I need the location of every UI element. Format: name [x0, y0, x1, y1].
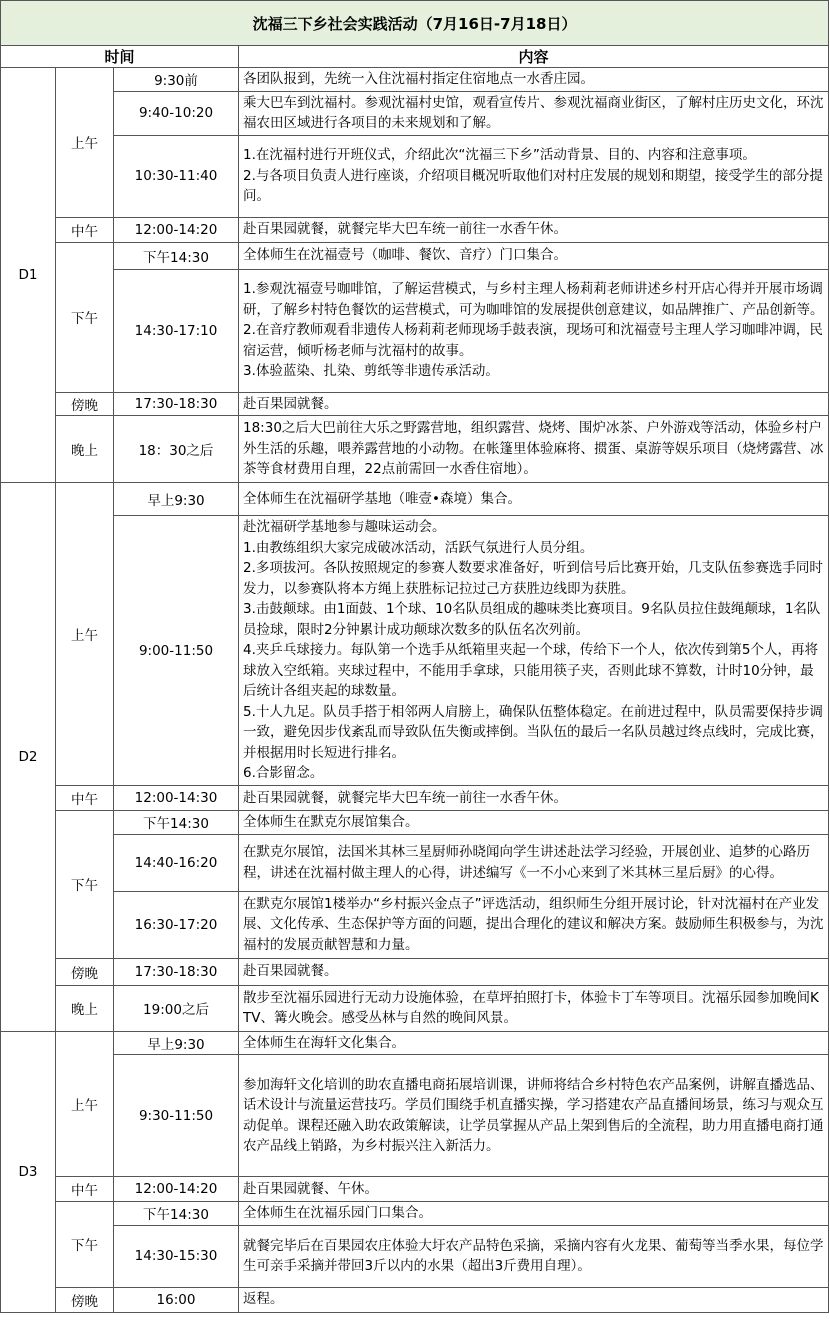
time-cell: 9:00-11:50 — [114, 516, 239, 786]
time-cell: 17:30-18:30 — [114, 392, 239, 416]
schedule-row — [1, 985, 829, 1031]
content-cell — [239, 135, 829, 217]
period-label: 傍晚 — [56, 958, 114, 985]
content-line: 赴百果园就餐。 — [243, 963, 338, 980]
content-line: 参加海轩文化培训的助农直播电商拓展培训课，讲师将结合乡村特色农产品案例，讲解直播选品、话术设计与流量运营技巧。学员们围绕手机直播实操，学习搭建农产品直播间场景，练习与观众互动促单。课程还融入助农政策解读，让学员掌握从产品上架到售后的全流程，助力用直播电商打通农产品线上销路，为乡村振兴注入新活力。 — [243, 1076, 824, 1154]
time-cell: 16:30-17:20 — [114, 891, 239, 958]
time-cell: 16:00 — [114, 1287, 239, 1312]
content-cell — [239, 985, 829, 1031]
content-cell — [239, 786, 829, 811]
content-cell — [239, 834, 829, 891]
schedule-row — [1, 416, 829, 483]
schedule-row — [1, 834, 829, 891]
content-line: 1.参观沈福壹号咖啡馆，了解运营模式，与乡村主理人杨莉莉老师讲述乡村开店心得并开展市场调研，了解乡村特色餐饮的运营模式，可为咖啡馆的发展提供创意建议，如品牌推广、产品创新等。 — [243, 281, 824, 318]
period-label: 下午 — [56, 242, 114, 392]
content-cell — [239, 1225, 829, 1287]
time-cell: 9:30前 — [114, 68, 239, 92]
schedule-row — [1, 91, 829, 135]
content-line: 各团队报到，先统一入住沈福村指定住宿地点一水香庄园。 — [243, 71, 594, 87]
time-cell: 早上9:30 — [114, 1031, 239, 1055]
time-cell: 10:30-11:40 — [114, 135, 239, 217]
time-cell: 12:00-14:20 — [114, 1177, 239, 1202]
time-cell: 14:40-16:20 — [114, 834, 239, 891]
time-cell: 19:00之后 — [114, 985, 239, 1031]
schedule-row — [1, 516, 829, 786]
schedule-row — [1, 242, 829, 269]
period-label: 晚上 — [56, 416, 114, 483]
content-cell — [239, 811, 829, 835]
content-cell — [239, 269, 829, 392]
content-cell — [239, 68, 829, 92]
period-label: 中午 — [56, 786, 114, 811]
schedule-row — [1, 269, 829, 392]
content-line: 在默克尔展馆，法国米其林三星厨师孙晓闻向学生讲述赴法学习经验，开展创业、追梦的心路历程，讲述在沈福村做主理人的心得，讲述编写《一不小心来到了米其林三星后厨》的心得。 — [243, 844, 810, 881]
content-line: 1.在沈福村进行开班仪式，介绍此次“沈福三下乡”活动背景、目的、内容和注意事项。 — [243, 147, 756, 164]
content-line: 赴百果园就餐，就餐完毕大巴车统一前往一水香午休。 — [243, 789, 567, 806]
content-line: 全体师生在沈福研学基地（唯壹•森境）集合。 — [243, 490, 521, 507]
content-cell — [239, 1287, 829, 1312]
time-cell: 早上9:30 — [114, 483, 239, 516]
content-line: 18:30之后大巴前往大乐之野露营地，组织露营、烧烤、围炉冰茶、户外游戏等活动，体验乡村户外生活的乐趣，喂养露营地的小动物。在帐篷里体验麻将、掼蛋、桌游等娱乐项目（烧烤露营、冰茶等食材费用自理，22点前需回一水香住宿地）。 — [243, 420, 824, 478]
content-line: 返程。 — [243, 1291, 284, 1308]
content-line: 全体师生在沈福壹号（咖啡、餐饮、音疗）门口集合。 — [243, 247, 567, 264]
time-cell: 14:30-15:30 — [114, 1225, 239, 1287]
content-line: 2.在音疗教师观看非遗传人杨莉莉老师现场手鼓表演，现场可和沈福壹号主理人学习咖啡冲调，民宿运营，倾听杨老师与沈福村的故事。 — [243, 322, 823, 359]
content-line: 2.与各项目负责人进行座谈，介绍项目概况听取他们对村庄发展的规划和期望，接受学生的部分提问。 — [243, 167, 823, 205]
period-label: 下午 — [56, 1202, 114, 1288]
content-line: 乘大巴车到沈福村。参观沈福村史馆，观看宣传片、参观沈福商业街区，了解村庄历史文化，环沈福农田区域进行各项目的未来规划和了解。 — [243, 94, 824, 131]
time-cell: 17:30-18:30 — [114, 958, 239, 985]
content-line: 4.夹乒乓球接力。每队第一个选手从纸箱里夹起一个球，传给下一个人，依次传到第5个人，再将球放入空纸箱。夹球过程中，不能用手拿球，只能用筷子夹，否则此球不算数，计时10分钟，最后统计各组夹起的球数量。 — [243, 642, 818, 700]
time-cell: 下午14:30 — [114, 242, 239, 269]
period-label: 晚上 — [56, 985, 114, 1031]
schedule-row — [1, 483, 829, 516]
time-cell: 14:30-17:10 — [114, 269, 239, 392]
content-line: 3.击鼓颠球。由1面鼓、1个球、10名队员组成的趣味类比赛项目。9名队员拉住鼓绳颠球，1名队员捡球，限时2分钟累计成功颠球次数多的队伍名次列前。 — [243, 601, 821, 638]
content-line: 全体师生在默克尔展馆集合。 — [243, 814, 419, 830]
content-cell — [239, 958, 829, 985]
content-line: 3.体验蓝染、扎染、剪纸等非遗传承活动。 — [243, 363, 499, 380]
page-title: 沈福三下乡社会实践活动（7月16日-7月18日） — [1, 1, 829, 46]
content-cell — [239, 91, 829, 135]
period-label: 中午 — [56, 217, 114, 242]
time-cell: 下午14:30 — [114, 811, 239, 835]
time-cell: 12:00-14:30 — [114, 786, 239, 811]
schedule-row — [1, 891, 829, 958]
content-line: 5.十人九足。队员手搭于相邻两人肩膀上，确保队伍整体稳定。在前进过程中，队员需要保持步调一致，避免因步伐紊乱而导致队伍失衡或摔倒。当队伍的最后一名队员越过终点线时，完成比赛，并根据用时长短进行排名。 — [243, 703, 824, 761]
period-label: 上午 — [56, 483, 114, 786]
content-cell — [239, 1177, 829, 1202]
period-label: 上午 — [56, 1031, 114, 1177]
schedule-row — [1, 392, 829, 416]
content-line: 赴百果园就餐、午休。 — [243, 1180, 378, 1197]
period-label: 下午 — [56, 811, 114, 959]
content-line: 6.合影留念。 — [243, 765, 324, 782]
schedule-row — [1, 217, 829, 242]
time-cell: 9:30-11:50 — [114, 1055, 239, 1177]
schedule-row — [1, 811, 829, 835]
content-cell — [239, 516, 829, 786]
time-cell: 9:40-10:20 — [114, 91, 239, 135]
content-line: 全体师生在海轩文化集合。 — [243, 1034, 405, 1051]
schedule-body — [1, 1, 829, 1313]
day-label: D2 — [1, 483, 56, 1032]
header-content: 内容 — [239, 46, 829, 68]
time-cell: 18：30之后 — [114, 416, 239, 483]
schedule-row — [1, 1031, 829, 1055]
content-line: 散步至沈福乐园进行无动力设施体验，在草坪拍照打卡，体验卡丁车等项目。沈福乐园参加晚间KTV、篝火晚会。感受丛林与自然的晚间风景。 — [243, 989, 819, 1026]
content-cell — [239, 483, 829, 516]
schedule-row — [1, 1055, 829, 1177]
title-row — [1, 1, 829, 46]
day-label: D1 — [1, 68, 56, 483]
period-label: 中午 — [56, 1177, 114, 1202]
schedule-row — [1, 1287, 829, 1312]
content-line: 2.多项拔河。各队按照规定的参赛人数要求准备好，听到信号后比赛开始，几支队伍参赛选手同时发力，以参赛队将本方绳上获胜标记拉过己方获胜边线即为获胜。 — [243, 560, 823, 597]
content-cell — [239, 242, 829, 269]
content-cell — [239, 392, 829, 416]
content-line: 赴百果园就餐，就餐完毕大巴车统一前往一水香午休。 — [243, 221, 567, 238]
content-cell — [239, 217, 829, 242]
content-cell — [239, 1031, 829, 1055]
schedule-row — [1, 786, 829, 811]
content-line: 在默克尔展馆1楼举办“乡村振兴金点子”评选活动，组织师生分组开展讨论，针对沈福村在产业发展、文化传承、生态保护等方面的问题，提出合理化的建议和解决方案。鼓励师生积极参与，为沈福村的发展贡献智慧和力量。 — [243, 895, 824, 953]
time-cell: 下午14:30 — [114, 1202, 239, 1226]
content-line: 1.由教练组织大家完成破冰活动，活跃气氛进行人员分组。 — [243, 539, 594, 556]
header-time: 时间 — [1, 46, 239, 68]
schedule-row — [1, 68, 829, 92]
content-cell — [239, 416, 829, 483]
schedule-row — [1, 958, 829, 985]
day-label: D3 — [1, 1031, 56, 1312]
content-line: 赴沈福研学基地参与趣味运动会。 — [243, 519, 446, 536]
content-cell — [239, 891, 829, 958]
schedule-row — [1, 1225, 829, 1287]
schedule-row — [1, 1177, 829, 1202]
time-cell: 12:00-14:20 — [114, 217, 239, 242]
content-cell — [239, 1202, 829, 1226]
period-label: 傍晚 — [56, 392, 114, 416]
header-row — [1, 46, 829, 68]
content-line: 全体师生在沈福乐园门口集合。 — [243, 1205, 432, 1221]
content-cell — [239, 1055, 829, 1177]
period-label: 上午 — [56, 68, 114, 218]
period-label: 傍晚 — [56, 1287, 114, 1312]
schedule-row — [1, 1202, 829, 1226]
content-line: 就餐完毕后在百果园农庄体验大圩农产品特色采摘，采摘内容有火龙果、葡萄等当季水果，每位学生可亲手采摘并带回3斤以内的水果（超出3斤费用自理）。 — [243, 1237, 824, 1274]
schedule-row — [1, 135, 829, 217]
content-line: 赴百果园就餐。 — [243, 395, 338, 412]
